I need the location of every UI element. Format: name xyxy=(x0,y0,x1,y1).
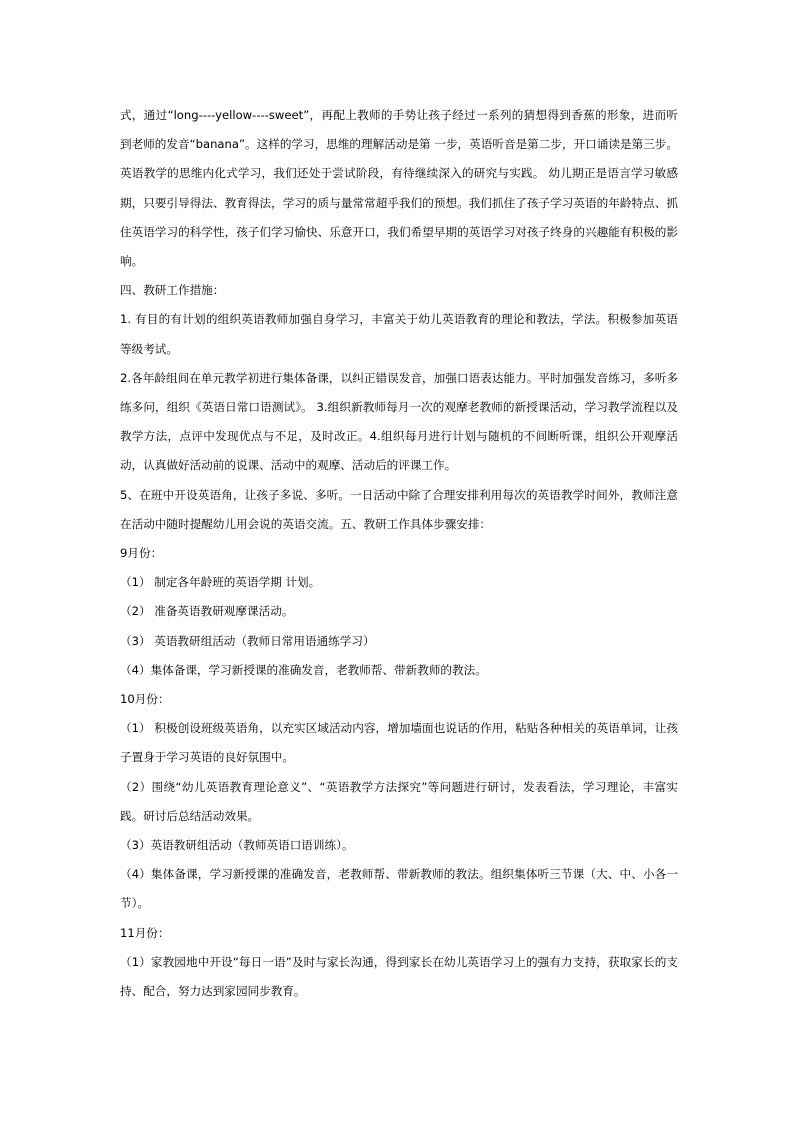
october-item-3: （3）英语教研组活动（教师英语口语训练）。 xyxy=(120,838,354,853)
month-heading-september: 9月份： xyxy=(120,546,163,561)
september-item-2: （2） 准备英语教研观摩课活动。 xyxy=(120,604,294,619)
october-item-4: （4）集体备课，学习新授课的准确发音，老教师帮、带新教师的教法。组织集体听三节课（大、中、小各一节）。 xyxy=(120,867,678,911)
october-item-1: （1） 积极创设班级英语角，以充实区域活动内容，增加墙面也说话的作用，粘贴各种相关的英语单词，让孩子置身于学习英语的良好氛围中。 xyxy=(120,721,678,765)
measure-item-2-4: 2.各年龄组间在单元教学初进行集体备课，以纠正错误发音，加强口语表达能力。平时加强发音练习，多听多练多问，组织《英语日常口语测试》。 3.组织新教师每月一次的观摩老教师的新授课活动，学习教学流程以及教学方法，点评中发现优点与不足，及时改正。4.组织每月进行计划与随机的不间断听课，组织公开观摩活动，认真做好活动前的说课、活动中的观摩、活动后的评课工作。 xyxy=(120,370,678,473)
october-item-2: （2）围绕“幼儿英语教育理论意义”、“英语教学方法探究”等问题进行研讨，发表看法，学习理论，丰富实践。研讨后总结活动效果。 xyxy=(120,779,678,823)
measure-item-1: 1. 有目的有计划的组织英语教师加强自身学习，丰富关于幼儿英语教育的理论和教法，学法。积极参加英语等级考试。 xyxy=(120,312,678,356)
month-heading-october: 10月份： xyxy=(120,692,170,707)
document-body xyxy=(120,101,678,1006)
paragraph-intro: 式，通过“long----yellow----sweet”，再配上教师的手势让孩子经过一系列的猜想得到香蕉的形象，进而听到老师的发音“banana”。这样的学习，思维的理解活动是第 一步，英语听音是第二步，开口诵读是第三步。英语教学的思维内化式学习，我们还处于尝试阶段，有待继续深入的研究与实践。 幼儿期正是语言学习敏感期，只要引导得法、教育得法，学习的质与量常常超乎我们的预想。我们抓住了孩子学习英语的年龄特点、抓住英语学习的科学性，孩子们学习愉快、乐意开口，我们希望早期的英语学习对孩子终身的兴趣能有积极的影响。 xyxy=(120,108,678,269)
measure-item-5: 5、在班中开设英语角，让孩子多说、多听。一日活动中除了合理安排利用每次的英语教学时间外，教师注意在活动中随时提醒幼儿用会说的英语交流。五、教研工作具体步骤安排： xyxy=(120,487,678,531)
september-item-4: （4）集体备课，学习新授课的准确发音，老教师帮、带新教师的教法。 xyxy=(120,662,487,677)
september-item-3: （3） 英语教研组活动（教师日常用语通练学习） xyxy=(120,633,375,648)
month-heading-november: 11月份： xyxy=(120,925,170,940)
november-item-1: （1）家教园地中开设“每日一语”及时与家长沟通，得到家长在幼儿英语学习上的强有力支持，获取家长的支持、配合，努力达到家园同步教育。 xyxy=(120,954,678,999)
september-item-1: （1） 制定各年龄班的英语学期 计划。 xyxy=(120,575,321,590)
section-heading-measures: 四、教研工作措施： xyxy=(120,283,225,298)
